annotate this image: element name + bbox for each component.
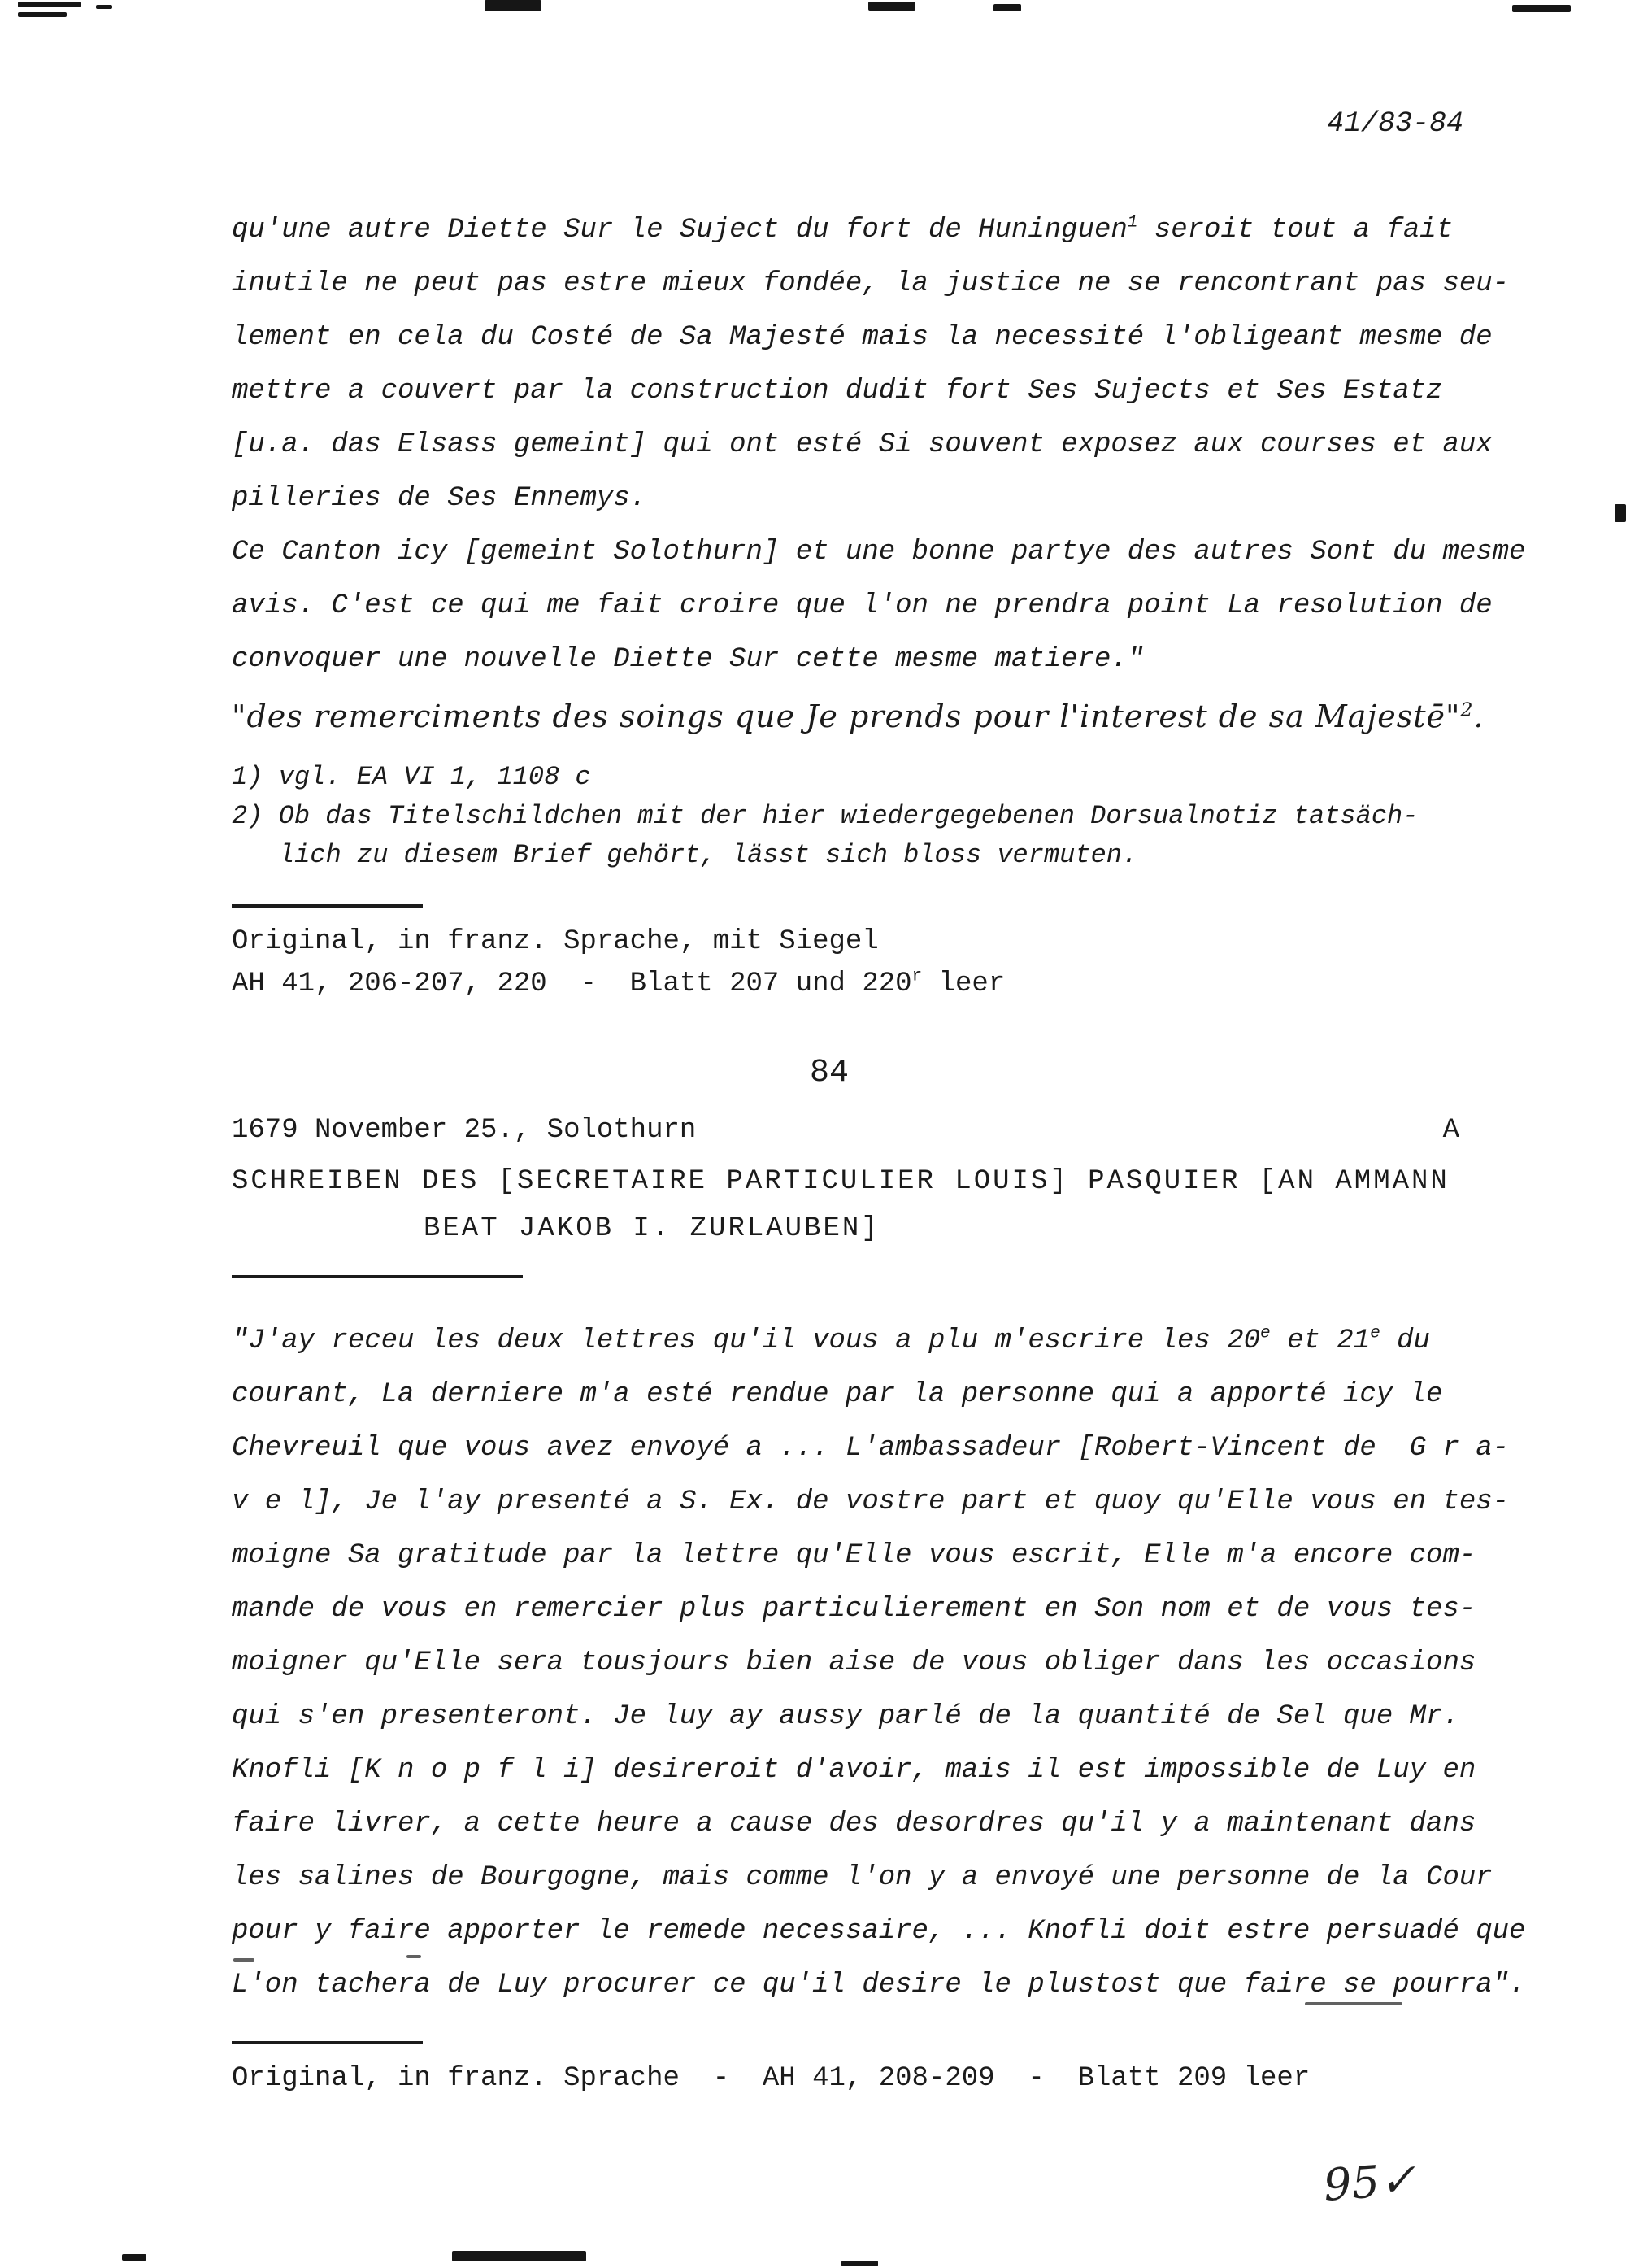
quote-line: les salines de Bourgogne, mais comme l'on y a envoyé une personne de la Cour [232,1862,1493,1893]
source-line: Original, in franz. Sprache, mit Siegel [232,926,879,957]
superscript-e: e [1370,1323,1380,1343]
quote-line: Knofli [K n o p f l i] desireroit d'avoir, mais il est impossible de Luy en [232,1755,1476,1786]
dorsual-note-line [232,686,1581,747]
quote-line: mettre a couvert par la construction dudit fort Ses Sujects et Ses Estatz [232,376,1443,407]
scan-artifact [18,2,81,7]
dateline-row [232,1108,1459,1153]
scan-artifact [1512,5,1571,12]
quote-line: convoquer une nouvelle Diette Sur cette mesme matiere." [232,644,1145,675]
entry-title [232,1158,1581,1252]
quote-line: lement en cela du Costé de Sa Majesté mais la necessité l'obligeant mesme de [232,322,1493,353]
quote-line: mande de vous en remercier plus particulierement en Son nom et de vous tes- [232,1594,1476,1625]
quote-line: Chevreuil que vous avez envoyé a ... L'ambassadeur [Robert-Vincent de G r a- [232,1433,1510,1464]
scan-artifact [452,2251,586,2261]
quote-line: courant, La derniere m'a esté rendue par la personne qui a apporté icy le [232,1379,1443,1410]
page-number: 41/83-84 [1326,107,1463,140]
quote-text: et 21 [1270,1326,1371,1356]
source-text: AH 41, 206-207, 220 - Blatt 207 und 220 [232,969,912,999]
scan-artifact [96,5,112,9]
scan-artifact [122,2254,146,2261]
superscript-e: e [1260,1323,1271,1343]
quote-line: L'on tachera de Luy procurer ce qu'il desire le plustost que faire se pourra". [232,1970,1526,2000]
page-content [232,203,1581,2100]
source-note-83 [232,921,1581,1005]
scan-artifact [1615,504,1626,522]
scan-artifact [868,2,915,11]
entry-83 [232,203,1581,1005]
quote-line: v e l], Je l'ay presenté a S. Ex. de vostre part et quoy qu'Elle vous en tes- [232,1487,1510,1517]
source-line [232,963,1581,1005]
dateline: 1679 November 25., Solothurn [232,1115,697,1146]
quote-line: pilleries de Ses Ennemys. [232,483,647,514]
title-line: SCHREIBEN DES [SECRETAIRE PARTICULIER LOUIS] PASQUIER [AN AMMANN [232,1166,1450,1197]
quote-text: seroit tout a fait [1137,215,1454,246]
quote-text: qu'une autre Diette Sur le Suject du fort de Huninguen [232,215,1128,246]
quote-line: [u.a. das Elsass gemeint] qui ont esté Si souvent exposez aux courses et aux [232,429,1493,460]
scan-artifact [841,2261,878,2266]
quote-line: faire livrer, a cette heure a cause des desordres qu'il y a maintenant dans [232,1809,1476,1839]
scan-artifact [993,4,1021,11]
separator-rule [232,904,423,908]
quote-text: "J'ay receu les deux lettres qu'il vous a plu m'escrire les 20 [232,1326,1261,1356]
separator-rule [232,1275,523,1278]
entry-number: 84 [809,1055,849,1091]
quote-line: inutile ne peut pas estre mieux fondée, la justice ne se rencontrant pas seu- [232,268,1510,299]
footnote-1: 1) vgl. EA VI 1, 1108 c [232,762,591,792]
source-text: leer [922,969,1006,999]
quote-line [232,203,1581,257]
quoted-passage-83 [232,203,1581,747]
scan-artifact [485,0,541,11]
footnote-ref-2: 2 [1460,698,1474,721]
footnote-2-line1: 2) Ob das Titelschildchen mit der hier wiedergegebenen Dorsualnotiz tatsäch- [232,801,1419,831]
series-letter: A [1442,1115,1459,1146]
quote-line: avis. C'est ce qui me fait croire que l'on ne prendra point La resolution de [232,590,1493,621]
dorsual-note-text: "des remerciments des soings que Je prends pour l'interest de sa Majestē" [232,699,1461,734]
title-line: BEAT JAKOB I. ZURLAUBEN] [424,1213,880,1244]
footnote-ref-1: 1 [1127,212,1138,233]
superscript-r: r [911,966,923,986]
quote-line: moigner qu'Elle sera tousjours bien aise de vous obliger dans les occasions [232,1648,1476,1678]
quote-line: pour y faire apporter le remede necessaire, ... Knofli doit estre persuadé que [232,1916,1526,1947]
scan-artifact [18,12,67,17]
handwritten-folio: 95✓ [1321,2153,1419,2211]
dorsual-note-text: . [1473,699,1485,734]
quoted-passage-84 [232,1314,1581,2012]
footnotes [232,758,1581,875]
source-note-84 [232,2057,1581,2100]
quote-line: moigne Sa gratitude par la lettre qu'Elle vous escrit, Elle m'a encore com- [232,1540,1476,1571]
separator-rule [232,2041,423,2044]
source-line: Original, in franz. Sprache - AH 41, 208-209 - Blatt 209 leer [232,2063,1311,2094]
quote-text: du [1380,1326,1430,1356]
footnote-2-line2: lich zu diesem Brief gehört, lässt sich bloss vermuten. [279,840,1138,870]
entry-84 [232,1051,1581,2100]
quote-line: Ce Canton icy [gemeint Solothurn] et une bonne partye des autres Sont du mesme [232,537,1526,568]
quote-line: qui s'en presenteront. Je luy ay aussy parlé de la quantité de Sel que Mr. [232,1701,1459,1732]
quote-line [232,1314,1581,1368]
